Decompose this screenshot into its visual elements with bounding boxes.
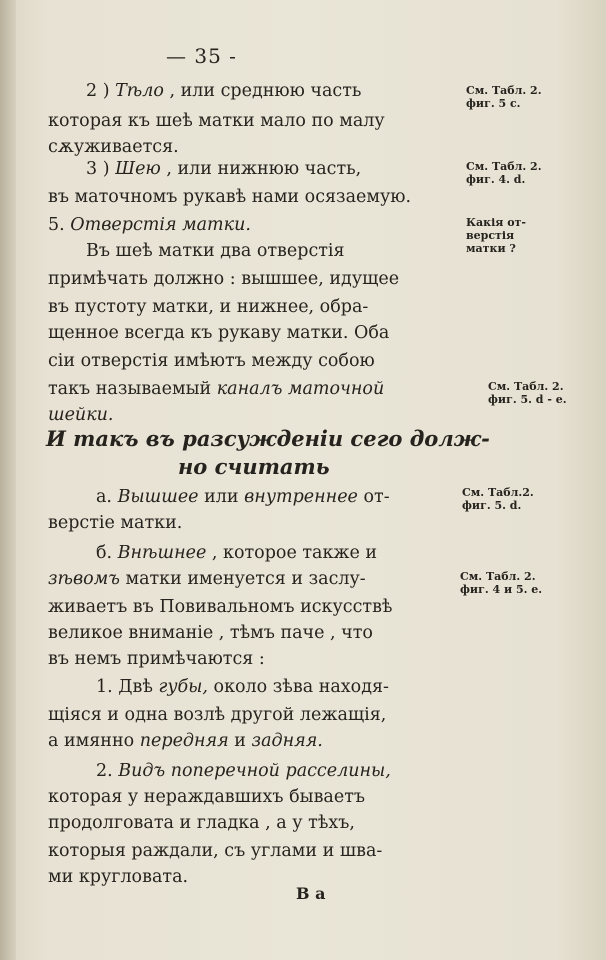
text-line: [96, 542, 377, 564]
margin-note-line: См. Табл. 2.: [466, 160, 542, 173]
margin-note-line: См. Табл. 2.: [488, 380, 564, 393]
text-segment: верстіе матки.: [48, 513, 183, 533]
text-segment: въ маточномъ рукавѣ нами осязаемую.: [48, 187, 412, 207]
margin-note: [488, 380, 567, 406]
text-line: [48, 186, 411, 208]
text-segment: сіи отверстія имѣютъ между собою: [48, 351, 375, 371]
text-line: [48, 268, 399, 290]
margin-note-line: фиг. 5. d.: [462, 499, 522, 512]
text-line: [48, 648, 265, 670]
text-line: [48, 110, 385, 132]
text-segment: 2.: [96, 761, 119, 781]
section-heading-text: но считать: [178, 454, 330, 479]
text-segment: Вышшее: [117, 487, 199, 507]
text-segment: сѫуживается.: [48, 137, 179, 157]
margin-note-line: См. Табл. 2.: [466, 84, 542, 97]
text-segment: Шею: [115, 159, 161, 179]
text-line: [48, 704, 386, 726]
text-segment: а.: [96, 487, 118, 507]
margin-note: [466, 216, 526, 255]
text-segment: великое вниманіе , тѣмъ паче , что: [48, 623, 373, 643]
margin-note: [462, 486, 534, 512]
text-segment: въ немъ примѣчаются :: [48, 649, 265, 669]
margin-note-line: верстія: [466, 229, 515, 242]
text-line: [86, 158, 361, 180]
text-line: [86, 80, 361, 102]
text-segment: шейки.: [48, 405, 114, 425]
margin-note-line: См. Табл.2.: [462, 486, 534, 499]
text-segment: передняя: [139, 731, 229, 751]
text-segment: 5.: [48, 215, 71, 235]
margin-note-line: См. Табл. 2.: [460, 570, 536, 583]
text-segment: каналъ маточной: [216, 379, 385, 399]
text-line: [48, 568, 366, 590]
text-line: [48, 812, 355, 834]
text-segment: щенное всегда къ рукаву матки. Оба: [48, 323, 390, 343]
text-segment: щіяся и одна возлѣ другой лежащія,: [48, 705, 387, 725]
text-segment: Въ шеѣ матки два отверстія: [86, 241, 345, 261]
text-line: [96, 760, 391, 782]
text-segment: зѣвомъ: [48, 569, 120, 589]
text-line: [48, 866, 188, 888]
page-binding-edge: [0, 0, 16, 960]
text-line: [178, 456, 330, 480]
text-line: [48, 786, 365, 808]
text-line: [96, 676, 389, 698]
margin-note-line: Какія от-: [466, 216, 526, 229]
text-segment: живаетъ въ Повивальномъ искусствѣ: [48, 597, 393, 617]
margin-note: [460, 570, 542, 596]
text-segment: которая къ шеѣ матки мало по малу: [48, 111, 385, 131]
margin-note-line: фиг. 5. d - e.: [488, 393, 567, 406]
text-line: [86, 240, 345, 262]
text-segment: , или нижнюю часть,: [160, 159, 362, 179]
text-segment: 2 ): [86, 81, 116, 101]
text-segment: Тѣло: [115, 81, 164, 101]
text-segment: или: [198, 487, 245, 507]
text-segment: и: [228, 731, 252, 751]
text-line: [48, 512, 182, 534]
text-segment: Отверстія матки.: [70, 215, 251, 235]
text-segment: Внѣшнее: [117, 543, 207, 563]
text-segment: от-: [357, 487, 390, 507]
text-segment: матки именуется и заслу-: [119, 569, 366, 589]
text-segment: продолговата и гладка , а у тѣхъ,: [48, 813, 355, 833]
text-line: [96, 486, 390, 508]
text-line: [48, 296, 368, 318]
text-line: [48, 350, 375, 372]
text-segment: Видъ поперечной расселины,: [118, 761, 391, 781]
text-line: [48, 404, 114, 426]
text-segment: внутреннее: [244, 487, 358, 507]
text-segment: а имянно: [48, 731, 140, 751]
text-line: [48, 214, 251, 236]
text-line: [48, 136, 179, 158]
text-segment: которая у нераждавшихъ бываетъ: [48, 787, 366, 807]
page-number: — 35 -: [166, 44, 237, 68]
text-line: [48, 622, 373, 644]
text-line: [48, 596, 392, 618]
text-line: [48, 378, 384, 400]
margin-note: [466, 160, 542, 186]
margin-note-line: фиг. 5 с.: [466, 97, 521, 110]
text-line: [46, 428, 490, 452]
text-segment: 1. Двѣ: [96, 677, 159, 697]
text-segment: такъ называемый: [48, 379, 217, 399]
margin-note-line: матки ?: [466, 242, 516, 255]
text-segment: , которое также и: [206, 543, 378, 563]
text-segment: 3 ): [86, 159, 116, 179]
text-line: [48, 322, 389, 344]
text-segment: примѣчать должно : вышшее, идущее: [48, 269, 400, 289]
text-segment: около зѣва находя-: [207, 677, 389, 697]
catchword: В а: [296, 884, 326, 903]
section-heading-text: И такъ въ разсужденіи сего долж-: [46, 426, 490, 451]
margin-note: [466, 84, 542, 110]
text-line: [48, 840, 382, 862]
text-segment: , или среднюю часть: [163, 81, 362, 101]
text-segment: ми кругловата.: [48, 867, 189, 887]
margin-note-line: фиг. 4 и 5. e.: [460, 583, 543, 596]
text-segment: губы,: [158, 677, 208, 697]
text-line: [48, 730, 323, 752]
text-segment: въ пустоту матки, и нижнее, обра-: [48, 297, 369, 317]
text-segment: которыя раждали, съ углами и шва-: [48, 841, 383, 861]
text-segment: б.: [96, 543, 118, 563]
margin-note-line: фиг. 4. d.: [466, 173, 526, 186]
text-segment: задняя.: [251, 731, 323, 751]
